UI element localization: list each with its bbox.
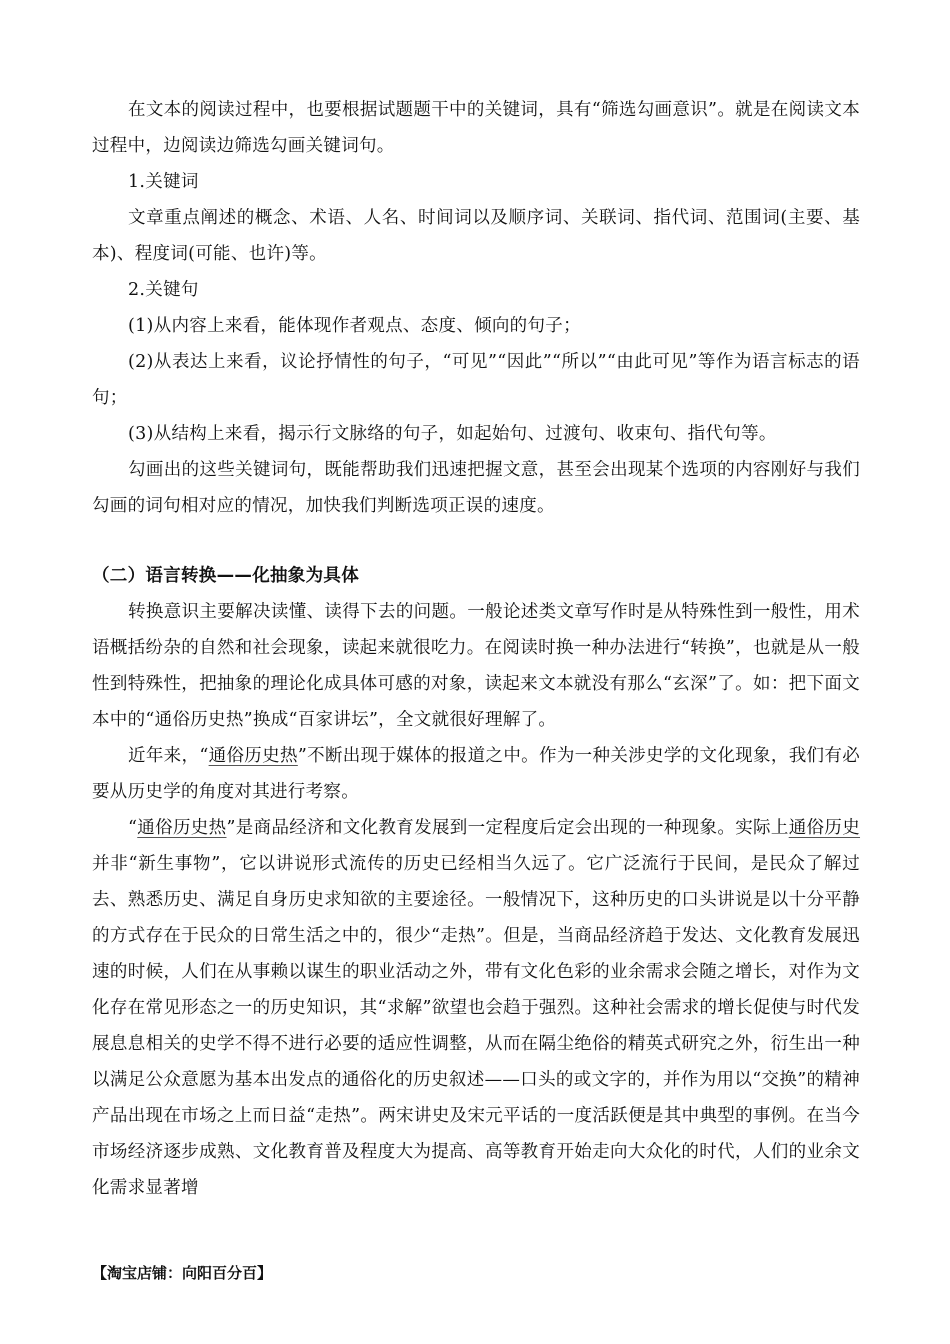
key-sentence-item-title: 2.关键句 xyxy=(128,280,199,300)
key-sentence-sub-3: (3)从结构上来看，揭示行文脉络的句子，如起始句、过渡句、收束句、指代句等。 xyxy=(128,424,777,444)
conversion-paragraph: 转换意识主要解决读懂、读得下去的问题。一般论述类文章写作时是从特殊性到一般性，用术语概括纷杂的自然和社会现象，读起来就很吃力。在阅读时换一种办法进行“转换”，也就是从一般性到特殊性，把抽象的理论化成具体可感的对象，读起来文本就没有那么“玄深”了。如：把下面文本中的“通俗历史热”换成“百家讲坛”，全文就很好理解了。 xyxy=(92,602,860,730)
underlined-term: 通俗历史 xyxy=(788,818,861,838)
keyword-item-title: 1.关键词 xyxy=(128,172,199,192)
document-body xyxy=(92,92,860,1206)
sample-text: “ xyxy=(128,818,138,838)
intro-paragraph: 在文本的阅读过程中，也要根据试题题干中的关键词，具有“筛选勾画意识”。就是在阅读文本过程中，边阅读边筛选勾画关键词句。 xyxy=(92,100,860,156)
key-sentence-sub-1: (1)从内容上来看，能体现作者观点、态度、倾向的句子； xyxy=(128,316,581,336)
sample-text: ”不断出现于媒体的报道之中。作为一种关涉史学的文化现象，我们有必要从历史学的角度对其进行考察。 xyxy=(92,746,861,802)
section-heading: （二）语言转换——化抽象为具体 xyxy=(92,566,359,586)
underlined-term: 通俗历史热 xyxy=(137,818,227,838)
footer-shop-label: 【淘宝店铺：向阳百分百】 xyxy=(92,1264,273,1282)
summary-paragraph: 勾画出的这些关键词句，既能帮助我们迅速把握文意，甚至会出现某个选项的内容刚好与我们勾画的词句相对应的情况，加快我们判断选项正误的速度。 xyxy=(92,460,860,516)
sample-text: 并非“新生事物”，它以讲说形式流传的历史已经相当久远了。它广泛流行于民间，是民众了解过去、熟悉历史、满足自身历史求知欲的主要途径。一般情况下，这种历史的口头讲说是以十分平静的方式存在于民众的日常生活之中的，很少“走热”。但是，当商品经济趋于发达、文化教育发展迅速的时候，人们在从事赖以谋生的职业活动之外，带有文化色彩的业余需求会随之增长，对作为文化存在常见形态之一的历史知识，其“求解”欲望也会趋于强烈。这种社会需求的增长促使与时代发展息息相关的史学不得不进行必要的适应性调整，从而在隔尘绝俗的精英式研究之外，衍生出一种以满足公众意愿为基本出发点的通俗化的历史叙述——口头的或文字的，并作为用以“交换”的精神产品出现在市场之上而日益“走热”。两宋讲史及宋元平话的一度活跃便是其中典型的事例。在当今市场经济逐步成熟、文化教育普及程度大为提高、高等教育开始走向大众化的时代，人们的业余文化需求显著增 xyxy=(92,854,860,1198)
sample-text: ”是商品经济和文化教育发展到一定程度后定会出现的一种现象。实际上 xyxy=(226,818,789,838)
key-sentence-sub-2: (2)从表达上来看，议论抒情性的句子，“可见”“因此”“所以”“由此可见”等作为语言标志的语句； xyxy=(92,352,860,408)
keyword-item-body: 文章重点阐述的概念、术语、人名、时间词以及顺序词、关联词、指代词、范围词(主要、基本)、程度词(可能、也许)等。 xyxy=(92,208,860,264)
sample-text: 近年来，“ xyxy=(128,746,209,766)
sample-paragraph-2 xyxy=(92,810,860,1206)
underlined-term: 通俗历史热 xyxy=(208,746,298,766)
sample-paragraph-1 xyxy=(92,738,860,810)
